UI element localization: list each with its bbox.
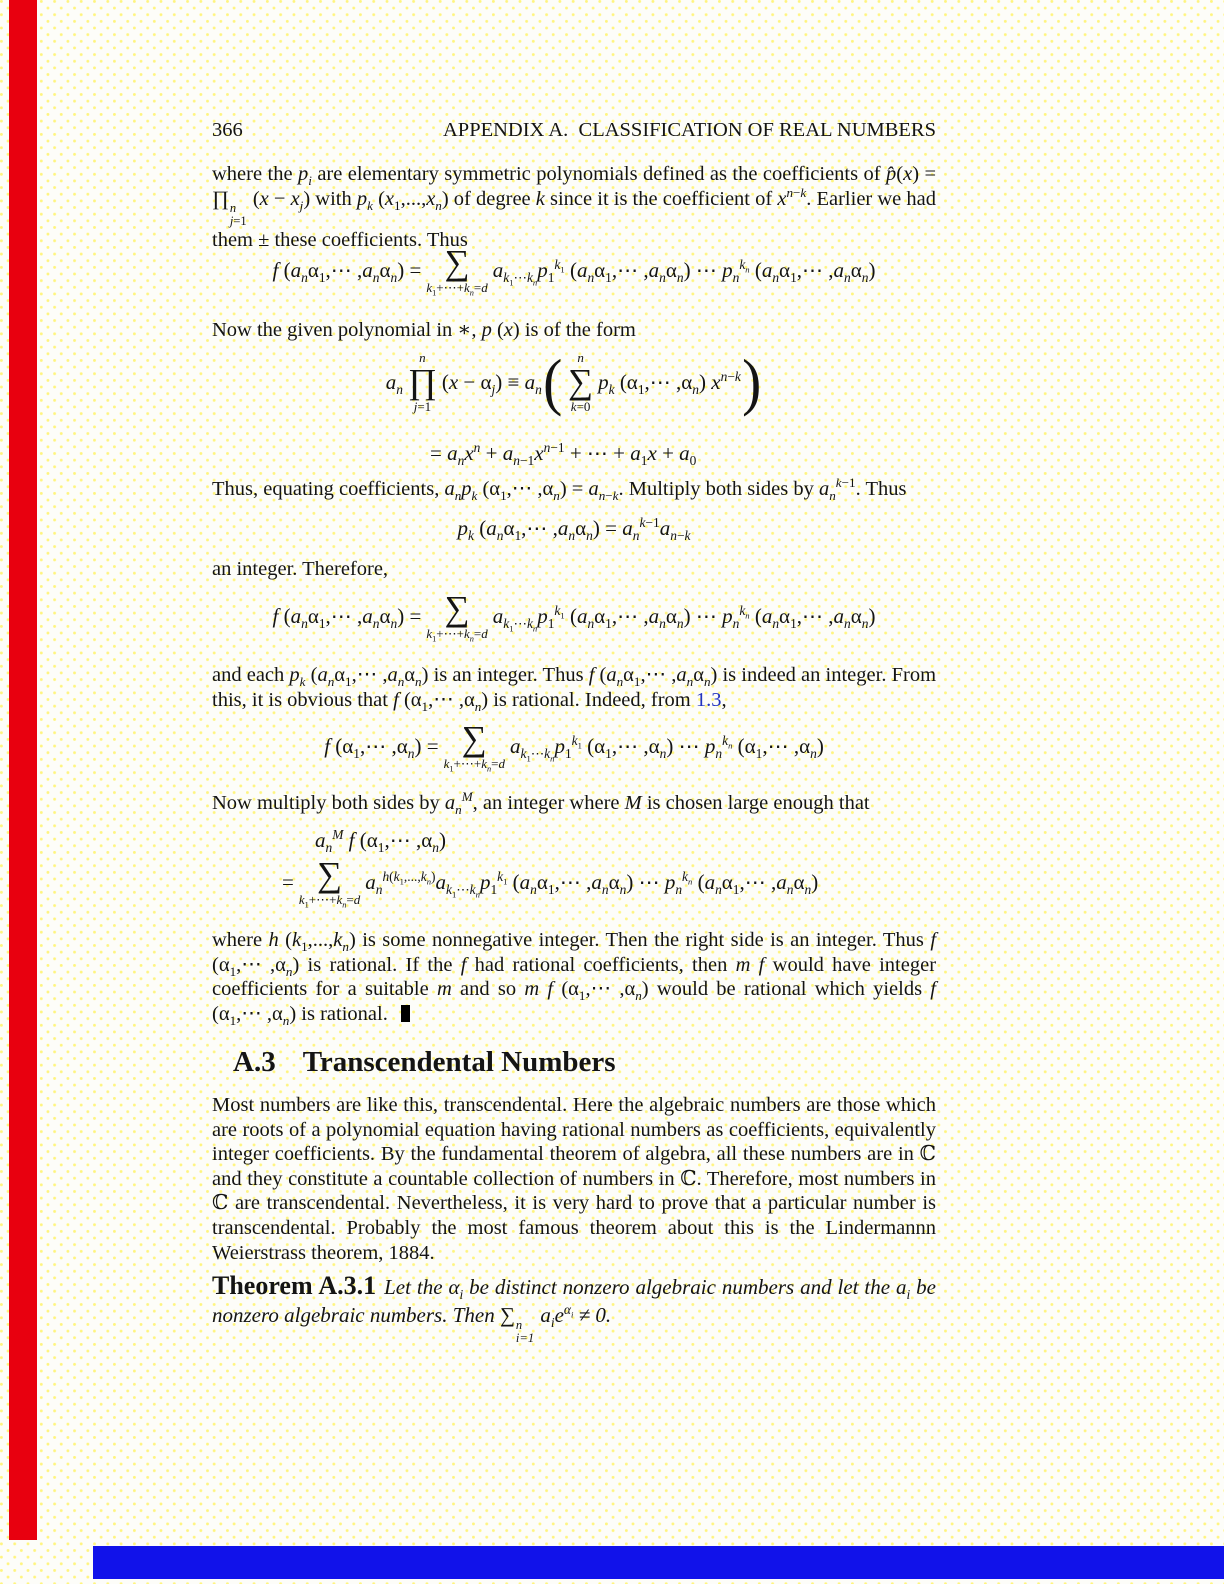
- eq-rhs: $a_{k_1\cdots k_n}p_1^{k_1}$ ($a_n\alpha_1,\cdots$ $,a_n\alpha_n$) ⋯ $p_n^{k_n}$ ($a_n\alpha_1,\cdots$ $,a_n\alpha_n$): [492, 256, 876, 288]
- theorem-statement: Let the $\alpha_i$ be distinct nonzero algebraic numbers and let the $a_i$ be nonzero algebraic numbers. Then ∑ n i=1 $a_ie^{\alpha_i} \ne 0$.: [212, 1275, 936, 1346]
- equation-f-an-alpha-repeat: [212, 589, 936, 644]
- equation-aM-line1: $a_n^M$ f ($\alpha_1,\cdots$ $,\alpha_n$): [315, 827, 446, 856]
- equation-pk-integer: $p_k$ ($a_n\alpha_1,\cdots$ $,a_n\alpha_n) = a_n^{k-1}a_{n-k}$: [457, 515, 691, 544]
- eq-lhs: f ($a_n\alpha_1,\cdots$ $,a_n\alpha_n$) =: [272, 603, 422, 631]
- paragraph-equating-coefficients: Thus, equating coefficients, $a_np_k$ ($\alpha_1,\cdots$ $,\alpha_n) = a_{n-k}$. Multiply both sides by $a_n^{k-1}$. Thus: [212, 475, 907, 504]
- equation-f-an-alpha: [212, 243, 936, 298]
- running-header: [212, 119, 936, 142]
- theorem-a31: [212, 1272, 936, 1345]
- red-edge-bar: [9, 0, 37, 1540]
- equation-f-alpha: [212, 719, 936, 774]
- section-title: Transcendental Numbers: [302, 1046, 616, 1078]
- paragraph-an-integer-therefore: an integer. Therefore,: [212, 558, 389, 580]
- qed-box: [401, 1005, 410, 1022]
- theorem-label: Theorem A.3.1: [212, 1271, 377, 1300]
- big-left-paren: (: [542, 345, 563, 417]
- paragraph-h-nonnegative: where h $(k_1,...,k_n)$ is some nonnegative integer. Then the right side is an integer. Thus f ($\alpha_1,\cdots$ $,\alpha_n$) is rational. If the f had rational coefficients, then m f would have integer coefficients for a suitable m and so m f ($\alpha_1,\cdots$ $,\alpha_n$) would be rational which yields f ($\alpha_1,\cdots$ $,\alpha_n$) is rational.: [212, 929, 937, 1028]
- paragraph-symmetric-polynomials: where the $p_i$ are elementary symmetric polynomials defined as the coefficients of p̂(x) = ∏ n j=1 $(x - x_j)$ with $p_k$ $(x_1,...,x_n)$ of degree k since it is the coefficient of $x^{n-k}$. Earlier we had them ± these coefficients. Thus: [212, 163, 937, 251]
- paragraph-transcendental-intro: Most numbers are like this, transcendental. Here the algebraic numbers are those which are roots of a polynomial equation having rational numbers as coefficients, equivalently integer coefficients. By the fundamental theorem of algebra, all these numbers are in ℂ and they constitute a countable collection of numbers in ℂ. Therefore, most numbers in ℂ are transcendental. Nevertheless, it is very hard to prove that a particular number is transcendental. Probably the most famous theorem about this is the Lindermannn Weierstrass theorem, 1884.: [212, 1094, 936, 1264]
- eq-rhs: $a_n^{h(k_1,...,k_n)}a_{k_1\cdots k_n}p_1^{k_1}$ ($a_n\alpha_1,\cdots$ $,a_n\alpha_n$) ⋯ $p_n^{k_n}$ ($a_n\alpha_1,\cdots$ $,a_n\alpha_n$): [365, 868, 819, 900]
- paragraph-multiply-by-aM: Now multiply both sides by $a_n^M$, an integer where M is chosen large enough that: [212, 789, 870, 818]
- running-header-title: APPENDIX A. CLASSIFICATION OF REAL NUMBERS: [442, 119, 936, 141]
- big-right-paren: ): [741, 345, 762, 417]
- sum-operator: ∑ $k_1+\cdots+k_n=d$: [298, 855, 361, 910]
- eq-rhs: $a_{k_1\cdots k_n}p_1^{k_1}$ ($a_n\alpha_1,\cdots$ $,a_n\alpha_n$) ⋯ $p_n^{k_n}$ ($a_n\alpha_1,\cdots$ $,a_n\alpha_n$): [492, 602, 876, 634]
- equation-product-form: [212, 345, 936, 417]
- sum-operator: n ∑ k=0: [568, 350, 594, 415]
- paragraph-each-pk-integer: and each $p_k$ ($a_n\alpha_1,\cdots$ $,a_n\alpha_n$) is an integer. Thus f ($a_n\alpha_1,\cdots$ $,a_n\alpha_n$) is indeed an integer. From this, it is obvious that f ($\alpha_1,\cdots$ $,\alpha_n$) is rational. Indeed, from 1.3,: [212, 664, 937, 714]
- section-number: A.3: [233, 1046, 276, 1078]
- product-operator: n ∏ j=1: [408, 350, 437, 415]
- eq-lhs: f ($a_n\alpha_1,\cdots$ $,a_n\alpha_n$) =: [272, 257, 422, 285]
- sum-operator: ∑ $k_1+\cdots+k_n=d$: [443, 719, 505, 774]
- equation-aM-line2: = ∑ $k_1+\cdots+k_n=d$ $a_n^{h(k_1,...,k_n)}a_{k_1\cdots k_n}p_1^{k_1}$ ($a_n\alpha_1,\cdots$ $,a_n\alpha_n$) ⋯ $p_n^{k_n}$ ($a_n\alpha_1,\cdots$ $,a_n\alpha_n$): [282, 855, 819, 910]
- sum-operator: ∑ $k_1+\cdots+k_n=d$: [426, 243, 488, 298]
- eq-lhs: f ($\alpha_1,\cdots$ $,\alpha_n$) =: [324, 733, 439, 761]
- section-heading: [212, 1046, 957, 1079]
- paragraph-now-given-polynomial: Now the given polynomial in ∗, p (x) is of the form: [212, 319, 636, 341]
- eq-inner: $p_k$ ($\alpha_1,\cdots$ $,\alpha_n$) $x^{n-k}$: [598, 368, 741, 397]
- eq-rhs: $a_{k_1\cdots k_n}p_1^{k_1}$ ($\alpha_1,\cdots$ $,\alpha_n$) ⋯ $p_n^{k_n}$ ($\alpha_1,\cdots$ $,\alpha_n$): [509, 732, 824, 764]
- reference-link[interactable]: 1.3: [695, 688, 722, 711]
- sum-operator: ∑ $k_1+\cdots+k_n=d$: [426, 589, 488, 644]
- eq-coefficient: $a_n$: [385, 369, 404, 397]
- page-number: 366: [212, 119, 243, 141]
- page-body: [212, 0, 936, 1584]
- eq-middle: $(x - \alpha_j) \equiv a_n$: [441, 369, 542, 397]
- equation-expanded-polynomial: = $a_nx^n + a_{n-1}x^{n-1}$ + ⋯ + $a_1x + a_0$: [430, 440, 697, 469]
